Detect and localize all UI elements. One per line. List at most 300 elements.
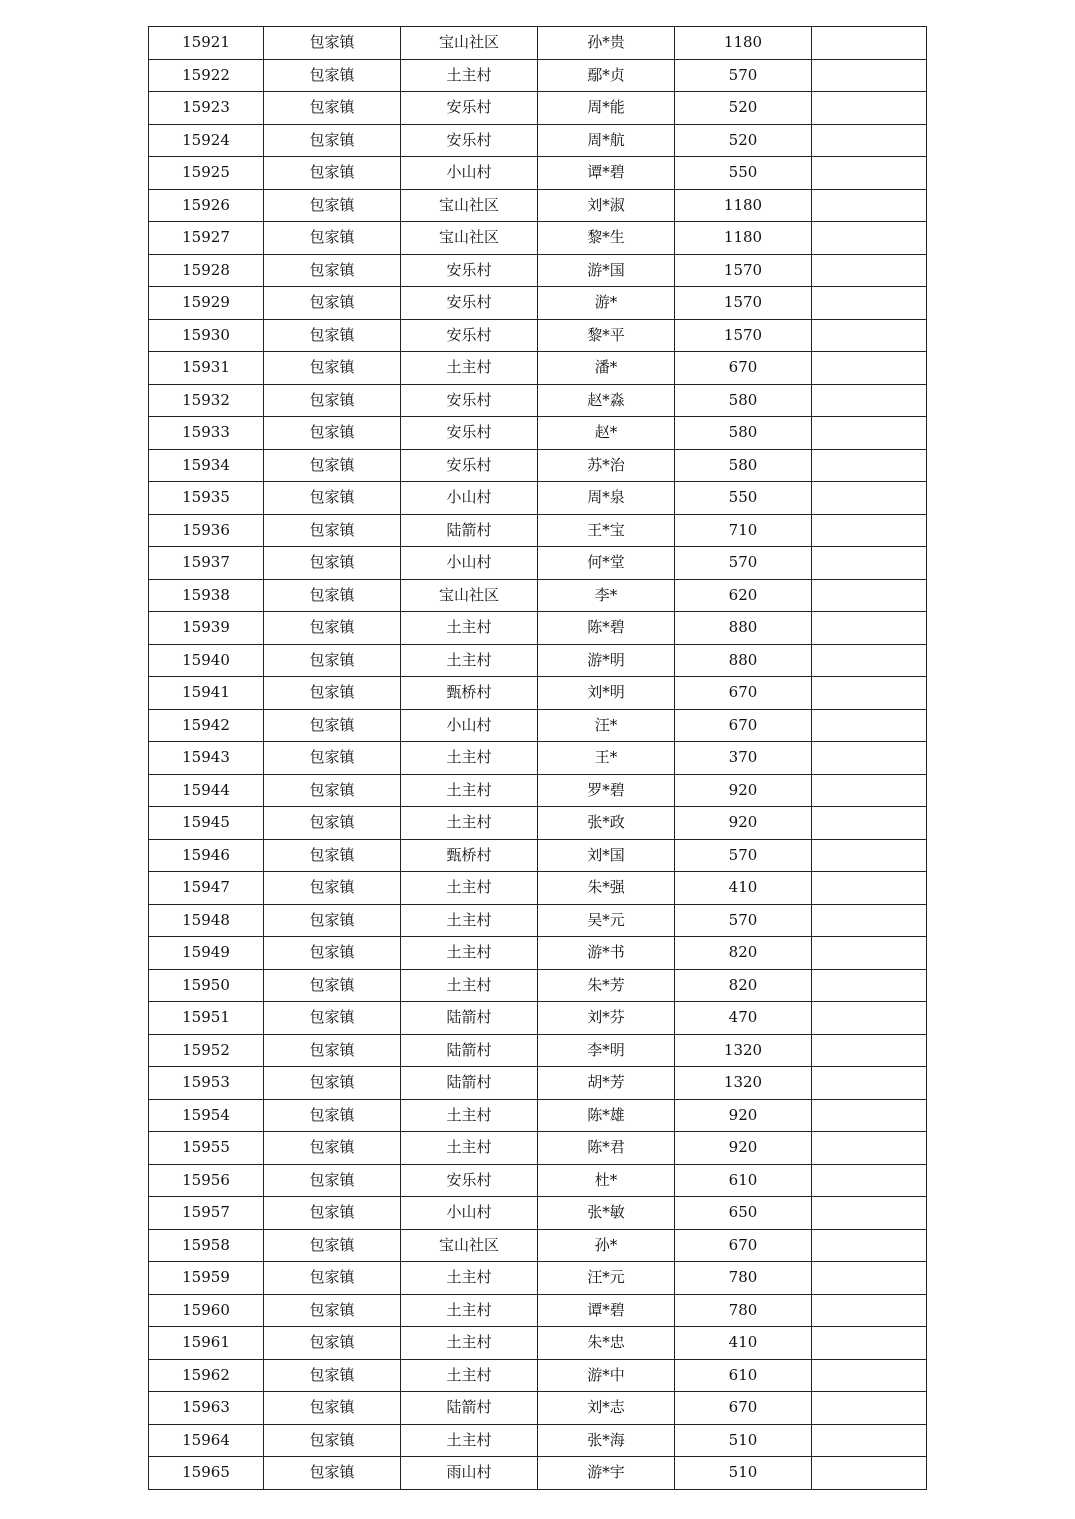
table-row	[149, 1034, 927, 1067]
cell-serial-number: 15962	[149, 1359, 264, 1392]
cell-amount: 470	[675, 1002, 812, 1035]
cell-serial-number: 15940	[149, 644, 264, 677]
cell-name: 汪*元	[538, 1262, 675, 1295]
cell-amount: 1570	[675, 287, 812, 320]
cell-name: 游*中	[538, 1359, 675, 1392]
cell-serial-number: 15965	[149, 1457, 264, 1490]
cell-note	[812, 1424, 927, 1457]
table-row	[149, 254, 927, 287]
cell-village: 小山村	[401, 1197, 538, 1230]
table-row	[149, 1229, 927, 1262]
table-row	[149, 969, 927, 1002]
cell-town: 包家镇	[264, 417, 401, 450]
cell-town: 包家镇	[264, 287, 401, 320]
cell-town: 包家镇	[264, 969, 401, 1002]
cell-name: 陈*君	[538, 1132, 675, 1165]
table-row	[149, 1002, 927, 1035]
cell-serial-number: 15948	[149, 904, 264, 937]
cell-amount: 620	[675, 579, 812, 612]
cell-town: 包家镇	[264, 677, 401, 710]
cell-name: 罗*碧	[538, 774, 675, 807]
cell-amount: 570	[675, 904, 812, 937]
cell-town: 包家镇	[264, 839, 401, 872]
cell-note	[812, 189, 927, 222]
cell-town: 包家镇	[264, 384, 401, 417]
cell-amount: 580	[675, 417, 812, 450]
cell-town: 包家镇	[264, 937, 401, 970]
cell-amount: 610	[675, 1359, 812, 1392]
cell-amount: 1320	[675, 1067, 812, 1100]
table-row	[149, 904, 927, 937]
cell-village: 小山村	[401, 482, 538, 515]
cell-town: 包家镇	[264, 1457, 401, 1490]
table-row	[149, 1294, 927, 1327]
cell-village: 安乐村	[401, 449, 538, 482]
cell-amount: 570	[675, 59, 812, 92]
cell-name: 胡*芳	[538, 1067, 675, 1100]
table-row	[149, 189, 927, 222]
cell-name: 苏*治	[538, 449, 675, 482]
cell-note	[812, 1359, 927, 1392]
cell-name: 周*泉	[538, 482, 675, 515]
table-row	[149, 677, 927, 710]
cell-town: 包家镇	[264, 1099, 401, 1132]
cell-amount: 410	[675, 872, 812, 905]
table-row	[149, 384, 927, 417]
cell-amount: 710	[675, 514, 812, 547]
cell-town: 包家镇	[264, 1359, 401, 1392]
cell-village: 土主村	[401, 1327, 538, 1360]
table-row	[149, 1132, 927, 1165]
cell-village: 甄桥村	[401, 677, 538, 710]
subsidy-roster-table	[148, 26, 927, 1490]
cell-note	[812, 1067, 927, 1100]
cell-village: 安乐村	[401, 92, 538, 125]
cell-village: 小山村	[401, 157, 538, 190]
cell-name: 游*明	[538, 644, 675, 677]
cell-note	[812, 449, 927, 482]
cell-serial-number: 15960	[149, 1294, 264, 1327]
table-row	[149, 59, 927, 92]
cell-name: 张*政	[538, 807, 675, 840]
cell-amount: 1320	[675, 1034, 812, 1067]
cell-town: 包家镇	[264, 27, 401, 60]
cell-serial-number: 15954	[149, 1099, 264, 1132]
cell-village: 安乐村	[401, 254, 538, 287]
cell-serial-number: 15927	[149, 222, 264, 255]
cell-name: 张*敏	[538, 1197, 675, 1230]
cell-village: 陆箭村	[401, 1067, 538, 1100]
cell-serial-number: 15945	[149, 807, 264, 840]
cell-name: 游*	[538, 287, 675, 320]
table-row	[149, 157, 927, 190]
cell-amount: 370	[675, 742, 812, 775]
table-row	[149, 579, 927, 612]
cell-name: 黎*生	[538, 222, 675, 255]
cell-note	[812, 612, 927, 645]
table-row	[149, 709, 927, 742]
table-row	[149, 1359, 927, 1392]
cell-note	[812, 1229, 927, 1262]
cell-village: 土主村	[401, 742, 538, 775]
cell-note	[812, 1457, 927, 1490]
cell-note	[812, 872, 927, 905]
cell-village: 陆箭村	[401, 514, 538, 547]
cell-serial-number: 15926	[149, 189, 264, 222]
cell-serial-number: 15950	[149, 969, 264, 1002]
cell-name: 刘*国	[538, 839, 675, 872]
cell-name: 孙*	[538, 1229, 675, 1262]
cell-amount: 920	[675, 1132, 812, 1165]
cell-town: 包家镇	[264, 319, 401, 352]
cell-village: 安乐村	[401, 417, 538, 450]
cell-note	[812, 969, 927, 1002]
cell-amount: 510	[675, 1424, 812, 1457]
cell-town: 包家镇	[264, 1197, 401, 1230]
cell-village: 土主村	[401, 1132, 538, 1165]
cell-name: 刘*芬	[538, 1002, 675, 1035]
cell-note	[812, 807, 927, 840]
cell-note	[812, 677, 927, 710]
cell-name: 陈*碧	[538, 612, 675, 645]
cell-serial-number: 15929	[149, 287, 264, 320]
cell-town: 包家镇	[264, 124, 401, 157]
table-row	[149, 644, 927, 677]
table-row	[149, 482, 927, 515]
cell-village: 安乐村	[401, 124, 538, 157]
table-row	[149, 547, 927, 580]
cell-note	[812, 579, 927, 612]
table-row	[149, 1164, 927, 1197]
cell-note	[812, 222, 927, 255]
cell-village: 土主村	[401, 774, 538, 807]
cell-amount: 920	[675, 774, 812, 807]
cell-serial-number: 15930	[149, 319, 264, 352]
cell-town: 包家镇	[264, 1229, 401, 1262]
cell-town: 包家镇	[264, 1327, 401, 1360]
cell-village: 宝山社区	[401, 27, 538, 60]
cell-name: 潘*	[538, 352, 675, 385]
cell-serial-number: 15947	[149, 872, 264, 905]
table-row	[149, 417, 927, 450]
cell-serial-number: 15925	[149, 157, 264, 190]
cell-village: 小山村	[401, 709, 538, 742]
cell-amount: 920	[675, 807, 812, 840]
cell-town: 包家镇	[264, 872, 401, 905]
cell-serial-number: 15961	[149, 1327, 264, 1360]
cell-town: 包家镇	[264, 579, 401, 612]
table-row	[149, 1262, 927, 1295]
cell-note	[812, 482, 927, 515]
cell-note	[812, 1099, 927, 1132]
cell-amount: 650	[675, 1197, 812, 1230]
cell-amount: 670	[675, 709, 812, 742]
cell-serial-number: 15953	[149, 1067, 264, 1100]
cell-serial-number: 15959	[149, 1262, 264, 1295]
cell-amount: 1570	[675, 254, 812, 287]
table-row	[149, 1197, 927, 1230]
cell-amount: 920	[675, 1099, 812, 1132]
table-row	[149, 872, 927, 905]
cell-name: 吴*元	[538, 904, 675, 937]
cell-name: 鄢*贞	[538, 59, 675, 92]
cell-note	[812, 937, 927, 970]
cell-town: 包家镇	[264, 904, 401, 937]
cell-town: 包家镇	[264, 1034, 401, 1067]
table-row	[149, 352, 927, 385]
cell-town: 包家镇	[264, 352, 401, 385]
cell-note	[812, 1197, 927, 1230]
cell-name: 赵*淼	[538, 384, 675, 417]
cell-serial-number: 15951	[149, 1002, 264, 1035]
cell-town: 包家镇	[264, 547, 401, 580]
cell-name: 朱*强	[538, 872, 675, 905]
cell-town: 包家镇	[264, 807, 401, 840]
cell-village: 小山村	[401, 547, 538, 580]
cell-serial-number: 15932	[149, 384, 264, 417]
cell-village: 土主村	[401, 1424, 538, 1457]
cell-town: 包家镇	[264, 1164, 401, 1197]
cell-amount: 670	[675, 1229, 812, 1262]
cell-serial-number: 15924	[149, 124, 264, 157]
cell-village: 土主村	[401, 59, 538, 92]
table-row	[149, 1424, 927, 1457]
cell-town: 包家镇	[264, 1067, 401, 1100]
cell-town: 包家镇	[264, 1294, 401, 1327]
cell-note	[812, 709, 927, 742]
table-row	[149, 839, 927, 872]
table-row	[149, 1067, 927, 1100]
cell-village: 土主村	[401, 1262, 538, 1295]
table-row	[149, 937, 927, 970]
cell-village: 宝山社区	[401, 1229, 538, 1262]
cell-name: 周*能	[538, 92, 675, 125]
cell-village: 甄桥村	[401, 839, 538, 872]
cell-note	[812, 254, 927, 287]
table-row	[149, 124, 927, 157]
cell-note	[812, 1327, 927, 1360]
cell-amount: 1180	[675, 27, 812, 60]
cell-note	[812, 352, 927, 385]
cell-serial-number: 15921	[149, 27, 264, 60]
table-row	[149, 1457, 927, 1490]
cell-note	[812, 27, 927, 60]
cell-amount: 670	[675, 677, 812, 710]
cell-name: 游*书	[538, 937, 675, 970]
cell-note	[812, 417, 927, 450]
cell-serial-number: 15923	[149, 92, 264, 125]
cell-village: 宝山社区	[401, 222, 538, 255]
cell-amount: 580	[675, 449, 812, 482]
cell-amount: 820	[675, 937, 812, 970]
cell-serial-number: 15956	[149, 1164, 264, 1197]
cell-town: 包家镇	[264, 189, 401, 222]
cell-village: 安乐村	[401, 287, 538, 320]
cell-town: 包家镇	[264, 1002, 401, 1035]
cell-village: 雨山村	[401, 1457, 538, 1490]
cell-note	[812, 1034, 927, 1067]
cell-town: 包家镇	[264, 612, 401, 645]
cell-serial-number: 15958	[149, 1229, 264, 1262]
cell-note	[812, 547, 927, 580]
cell-serial-number: 15934	[149, 449, 264, 482]
cell-name: 赵*	[538, 417, 675, 450]
cell-village: 土主村	[401, 969, 538, 1002]
cell-village: 陆箭村	[401, 1034, 538, 1067]
cell-amount: 520	[675, 92, 812, 125]
cell-town: 包家镇	[264, 1424, 401, 1457]
cell-serial-number: 15937	[149, 547, 264, 580]
cell-amount: 570	[675, 547, 812, 580]
cell-amount: 880	[675, 612, 812, 645]
cell-note	[812, 1132, 927, 1165]
table-row	[149, 287, 927, 320]
cell-village: 陆箭村	[401, 1392, 538, 1425]
cell-serial-number: 15939	[149, 612, 264, 645]
cell-village: 土主村	[401, 1099, 538, 1132]
cell-serial-number: 15952	[149, 1034, 264, 1067]
table-row	[149, 807, 927, 840]
cell-amount: 780	[675, 1294, 812, 1327]
cell-village: 安乐村	[401, 1164, 538, 1197]
cell-name: 杜*	[538, 1164, 675, 1197]
cell-name: 刘*志	[538, 1392, 675, 1425]
cell-village: 土主村	[401, 1359, 538, 1392]
cell-serial-number: 15942	[149, 709, 264, 742]
table-row	[149, 742, 927, 775]
cell-town: 包家镇	[264, 709, 401, 742]
cell-town: 包家镇	[264, 254, 401, 287]
table-row	[149, 319, 927, 352]
cell-village: 陆箭村	[401, 1002, 538, 1035]
cell-town: 包家镇	[264, 482, 401, 515]
cell-name: 谭*碧	[538, 157, 675, 190]
cell-name: 刘*淑	[538, 189, 675, 222]
cell-amount: 780	[675, 1262, 812, 1295]
cell-amount: 820	[675, 969, 812, 1002]
cell-town: 包家镇	[264, 92, 401, 125]
cell-amount: 880	[675, 644, 812, 677]
cell-note	[812, 287, 927, 320]
table-body	[149, 27, 927, 1490]
cell-note	[812, 384, 927, 417]
cell-village: 土主村	[401, 872, 538, 905]
cell-amount: 550	[675, 157, 812, 190]
cell-amount: 1180	[675, 222, 812, 255]
cell-name: 刘*明	[538, 677, 675, 710]
cell-serial-number: 15933	[149, 417, 264, 450]
cell-town: 包家镇	[264, 59, 401, 92]
cell-name: 张*海	[538, 1424, 675, 1457]
table-row	[149, 222, 927, 255]
cell-serial-number: 15935	[149, 482, 264, 515]
cell-town: 包家镇	[264, 742, 401, 775]
cell-note	[812, 59, 927, 92]
cell-serial-number: 15931	[149, 352, 264, 385]
cell-name: 王*宝	[538, 514, 675, 547]
cell-name: 游*国	[538, 254, 675, 287]
cell-name: 朱*忠	[538, 1327, 675, 1360]
cell-town: 包家镇	[264, 1392, 401, 1425]
cell-note	[812, 904, 927, 937]
cell-serial-number: 15936	[149, 514, 264, 547]
cell-name: 周*航	[538, 124, 675, 157]
cell-village: 土主村	[401, 904, 538, 937]
cell-serial-number: 15938	[149, 579, 264, 612]
document-page	[148, 26, 926, 1490]
cell-village: 安乐村	[401, 384, 538, 417]
cell-name: 游*宇	[538, 1457, 675, 1490]
cell-amount: 580	[675, 384, 812, 417]
cell-serial-number: 15941	[149, 677, 264, 710]
cell-village: 宝山社区	[401, 579, 538, 612]
cell-village: 宝山社区	[401, 189, 538, 222]
cell-note	[812, 839, 927, 872]
cell-note	[812, 644, 927, 677]
cell-name: 谭*碧	[538, 1294, 675, 1327]
table-row	[149, 1327, 927, 1360]
table-row	[149, 514, 927, 547]
table-row	[149, 92, 927, 125]
cell-name: 李*	[538, 579, 675, 612]
cell-town: 包家镇	[264, 774, 401, 807]
cell-town: 包家镇	[264, 514, 401, 547]
cell-note	[812, 124, 927, 157]
cell-village: 安乐村	[401, 319, 538, 352]
cell-note	[812, 1164, 927, 1197]
table-row	[149, 1099, 927, 1132]
cell-note	[812, 92, 927, 125]
cell-serial-number: 15943	[149, 742, 264, 775]
cell-amount: 1180	[675, 189, 812, 222]
cell-note	[812, 1262, 927, 1295]
cell-amount: 610	[675, 1164, 812, 1197]
cell-note	[812, 319, 927, 352]
table-row	[149, 612, 927, 645]
cell-serial-number: 15955	[149, 1132, 264, 1165]
cell-name: 陈*雄	[538, 1099, 675, 1132]
cell-serial-number: 15963	[149, 1392, 264, 1425]
table-row	[149, 27, 927, 60]
cell-name: 王*	[538, 742, 675, 775]
cell-amount: 670	[675, 352, 812, 385]
cell-amount: 410	[675, 1327, 812, 1360]
cell-amount: 570	[675, 839, 812, 872]
cell-amount: 1570	[675, 319, 812, 352]
cell-town: 包家镇	[264, 157, 401, 190]
cell-name: 孙*贵	[538, 27, 675, 60]
cell-town: 包家镇	[264, 222, 401, 255]
cell-name: 朱*芳	[538, 969, 675, 1002]
cell-amount: 520	[675, 124, 812, 157]
cell-note	[812, 1002, 927, 1035]
cell-town: 包家镇	[264, 1262, 401, 1295]
cell-note	[812, 774, 927, 807]
cell-note	[812, 1392, 927, 1425]
cell-town: 包家镇	[264, 1132, 401, 1165]
cell-name: 李*明	[538, 1034, 675, 1067]
cell-amount: 550	[675, 482, 812, 515]
cell-serial-number: 15949	[149, 937, 264, 970]
cell-serial-number: 15957	[149, 1197, 264, 1230]
cell-name: 何*堂	[538, 547, 675, 580]
cell-note	[812, 1294, 927, 1327]
cell-town: 包家镇	[264, 449, 401, 482]
cell-amount: 510	[675, 1457, 812, 1490]
cell-town: 包家镇	[264, 644, 401, 677]
cell-serial-number: 15964	[149, 1424, 264, 1457]
cell-village: 土主村	[401, 612, 538, 645]
